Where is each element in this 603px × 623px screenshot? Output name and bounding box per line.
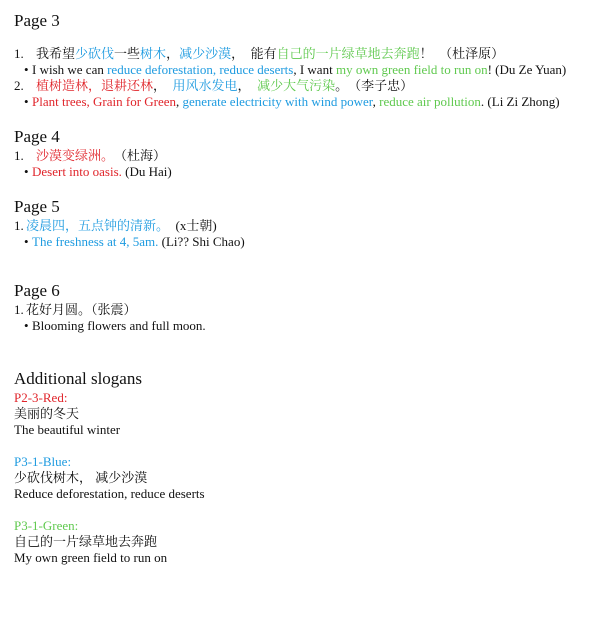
segment: Desert into oasis.: [32, 164, 122, 179]
segment: (Li?? Shi Chao): [158, 234, 245, 249]
segment: 减少大气污染: [257, 78, 336, 93]
segment: 凌晨四，五点钟的清新。: [26, 218, 163, 233]
slogan-en: The beautiful winter: [14, 422, 121, 437]
page-3-heading: Page 3: [14, 11, 60, 30]
additional-slogans-heading: Additional slogans: [14, 369, 142, 388]
list-number: 1.: [14, 302, 24, 317]
page-4-item-1-zh: [14, 148, 594, 164]
page-6-item-1-zh: [14, 302, 594, 318]
slogan-en: My own green field to run on: [14, 550, 168, 565]
list-number: 1.: [14, 218, 24, 233]
segment: 。 （李子忠）: [335, 78, 414, 93]
segment: 我希望: [36, 46, 76, 61]
page-3-item-1-zh: [14, 46, 594, 62]
segment: The freshness at 4, 5am.: [32, 234, 159, 249]
page-4-heading: Page 4: [14, 127, 60, 146]
page-5-item-1-zh: [14, 218, 594, 234]
segment: ! (Du Ze Yuan): [487, 62, 567, 77]
segment: Blooming flowers and full moon.: [32, 318, 206, 333]
segment: （杜海）: [107, 148, 167, 163]
list-number: 1.: [14, 148, 24, 163]
segment: my own green field to run on: [335, 62, 488, 77]
slogan-zh: 美丽的冬天: [14, 406, 80, 421]
segment: reduce air pollution: [379, 94, 481, 109]
segment: ,: [372, 94, 380, 109]
slogan-zh: 少砍伐树木， 减少沙漠: [14, 470, 148, 485]
segment: (Du Hai): [121, 164, 172, 179]
segment: ，: [166, 46, 180, 61]
segment: 植树造林，退耕还林: [36, 78, 154, 93]
segment: 一些: [114, 46, 141, 61]
list-number: 2.: [14, 78, 24, 93]
page-6-heading: Page 6: [14, 281, 60, 300]
document-body: [14, 10, 594, 566]
segment: 用风水发电: [172, 78, 238, 93]
segment: ， 能有: [231, 46, 277, 61]
slogan-en: Reduce deforestation, reduce deserts: [14, 486, 205, 501]
page-6-item-1-en: [14, 318, 594, 334]
slogan-label-green: P3-1-Green:: [14, 518, 79, 533]
bullet: •: [24, 164, 29, 179]
slogan-label-blue: P3-1-Blue:: [14, 454, 72, 469]
segment: , I want: [293, 62, 336, 77]
segment: 花好月圆。（张震）: [26, 302, 137, 317]
bullet: •: [24, 62, 29, 77]
segment: Plant trees, Grain for Green: [32, 94, 177, 109]
segment: 减少沙漠: [179, 46, 232, 61]
segment: ，: [237, 78, 258, 93]
page-4-item-1-en: [14, 164, 594, 180]
segment: 少砍伐: [75, 46, 115, 61]
segment: (x士朝): [162, 218, 217, 233]
page-3-item-2-en: [14, 94, 594, 110]
page-5-heading: Page 5: [14, 197, 60, 216]
segment: 树木: [140, 46, 167, 61]
segment: I wish we can: [32, 62, 108, 77]
bullet: •: [24, 318, 29, 333]
slogan-label-red: P2-3-Red:: [14, 390, 68, 405]
bullet: •: [24, 234, 29, 249]
bullet: •: [24, 94, 29, 109]
segment: 自己的一片绿草地去奔跑: [276, 46, 420, 61]
slogan-zh: 自己的一片绿草地去奔跑: [14, 534, 158, 549]
segment: ,: [176, 94, 183, 109]
segment: reduce deforestation, reduce deserts: [107, 62, 294, 77]
segment: ！ （杜泽原）: [419, 46, 505, 61]
page-5-item-1-en: [14, 234, 594, 250]
segment: ，: [153, 78, 173, 93]
segment: generate electricity with wind power: [182, 94, 373, 109]
segment: . (Li Zi Zhong): [480, 94, 560, 109]
page-3-item-1-en: [14, 62, 594, 78]
segment: 沙漠变绿洲。: [36, 148, 108, 163]
list-number: 1.: [14, 46, 24, 61]
page-3-item-2-zh: [14, 78, 594, 94]
